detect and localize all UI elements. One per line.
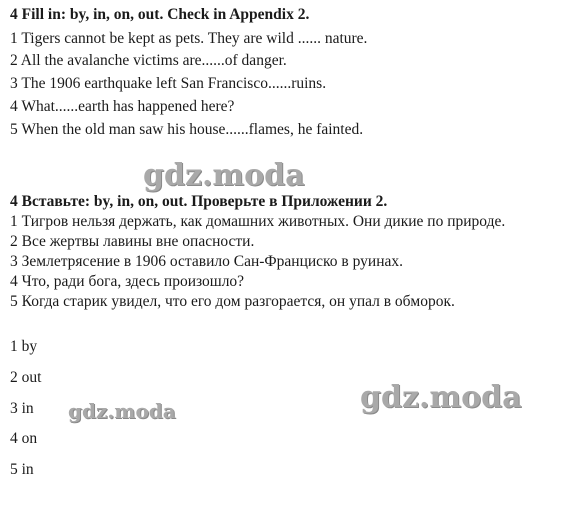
exercise-item-ru-5: 5 Когда старик увидел, что его дом разгорается, он упал в обморок. (10, 293, 455, 310)
exercise-item-en-3: 3 The 1906 earthquake left San Francisco......ruins. (10, 75, 327, 92)
exercise-item-ru-1: 1 Тигров нельзя держать, как домашних животных. Они дикие по природе. (10, 213, 506, 230)
answer-item-1: 1 by (10, 338, 38, 355)
exercise-item-ru-2: 2 Все жертвы лавины вне опасности. (10, 233, 255, 250)
watermark-logo: gdz.moda (143, 158, 305, 193)
exercise-item-en-5: 5 When the old man saw his house......flames, he fainted. (10, 121, 364, 138)
exercise-item-en-4: 4 What......earth has happened here? (10, 98, 235, 115)
answer-item-5: 5 in (10, 461, 34, 478)
watermark-logo-large: gdz.moda (360, 380, 522, 415)
exercise-heading-ru: 4 Вставьте: by, in, on, out. Проверьте в Приложении 2. (10, 193, 388, 210)
answer-item-3: 3 in (10, 400, 34, 417)
answer-item-4: 4 on (10, 430, 38, 447)
watermark-logo-small: gdz.moda (68, 399, 176, 423)
answer-item-2: 2 out (10, 369, 42, 386)
exercise-item-ru-3: 3 Землетрясение в 1906 оставило Сан-Франциско в руинах. (10, 253, 403, 270)
exercise-item-ru-4: 4 Что, ради бога, здесь произошло? (10, 273, 245, 290)
exercise-item-en-1: 1 Tigers cannot be kept as pets. They are wild ...... nature. (10, 30, 368, 47)
exercise-item-en-2: 2 All the avalanche victims are......of danger. (10, 52, 287, 69)
exercise-heading-en: 4 Fill in: by, in, on, out. Check in Appendix 2. (10, 6, 310, 23)
